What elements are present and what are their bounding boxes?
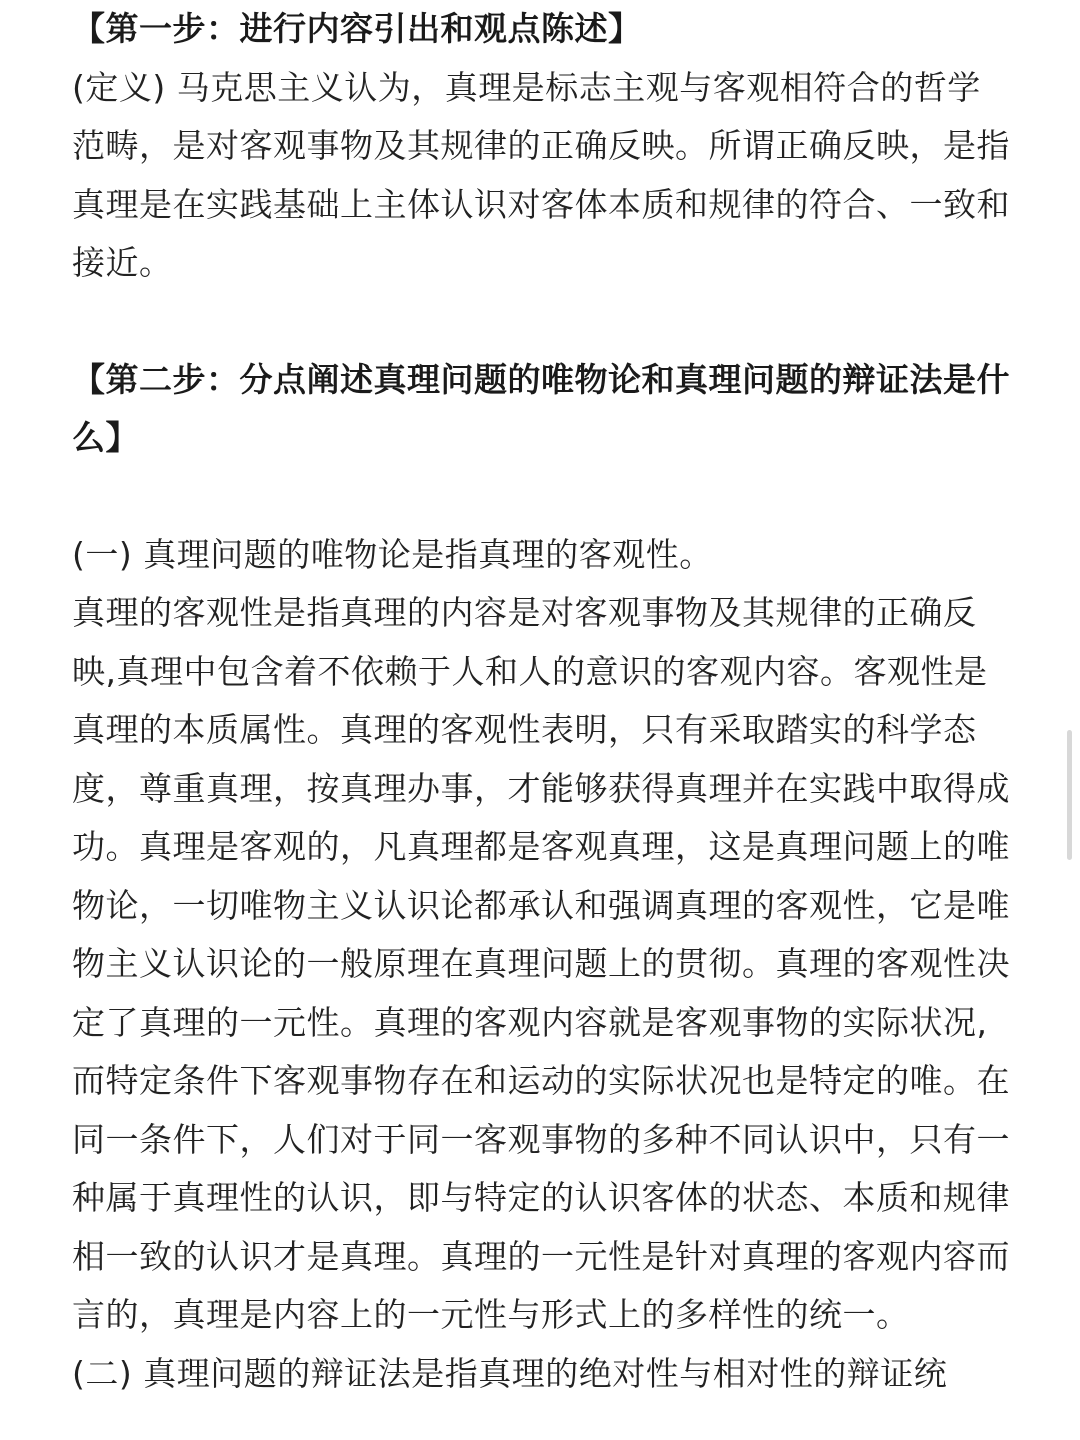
article-body [72,0,1012,1403]
section1-title: (一) 真理问题的唯物论是指真理的客观性。 [72,534,713,574]
section2-title: (二) 真理问题的辩证法是指真理的绝对性与相对性的辩证统 [72,1353,948,1393]
step1-heading: 【第一步：进行内容引出和观点陈述】 [72,9,642,48]
section1-paragraph: 真理的客观性是指真理的内容是对客观事物及其规律的正确反映,真理中包含着不依赖于人和人的意识的客观内容。客观性是真理的本质属性。真理的客观性表明，只有采取踏实的科学态度，尊重真理，按真理办事，才能够获得真理并在实践中取得成功。真理是客观的，凡真理都是客观真理，这是真理问题上的唯物论，一切唯物主义认识论都承认和强调真理的客观性，它是唯物主义认识论的一般原理在真理问题上的贯彻。真理的客观性决定了真理的一元性。真理的客观内容就是客观事物的实际状况,而特定条件下客观事物存在和运动的实际状况也是特定的唯。在同一条件下，人们对于同一客观事物的多种不同认识中，只有一种属于真理性的认识，即与特定的认识客体的状态、本质和规律相一致的认识才是真理。真理的一元性是针对真理的客观内容而言的，真理是内容上的一元性与形式上的多样性的统一。 [72,593,1010,1334]
step1-paragraph: (定义) 马克思主义认为，真理是标志主观与客观相符合的哲学范畴，是对客观事物及其规律的正确反映。所谓正确反映，是指真理是在实践基础上主体认识对客体本质和规律的符合、一致和接近。 [72,67,1010,282]
scrollbar[interactable] [1067,730,1072,860]
step2-heading: 【第二步：分点阐述真理问题的唯物论和真理问题的辩证法是什么】 [72,359,1010,457]
